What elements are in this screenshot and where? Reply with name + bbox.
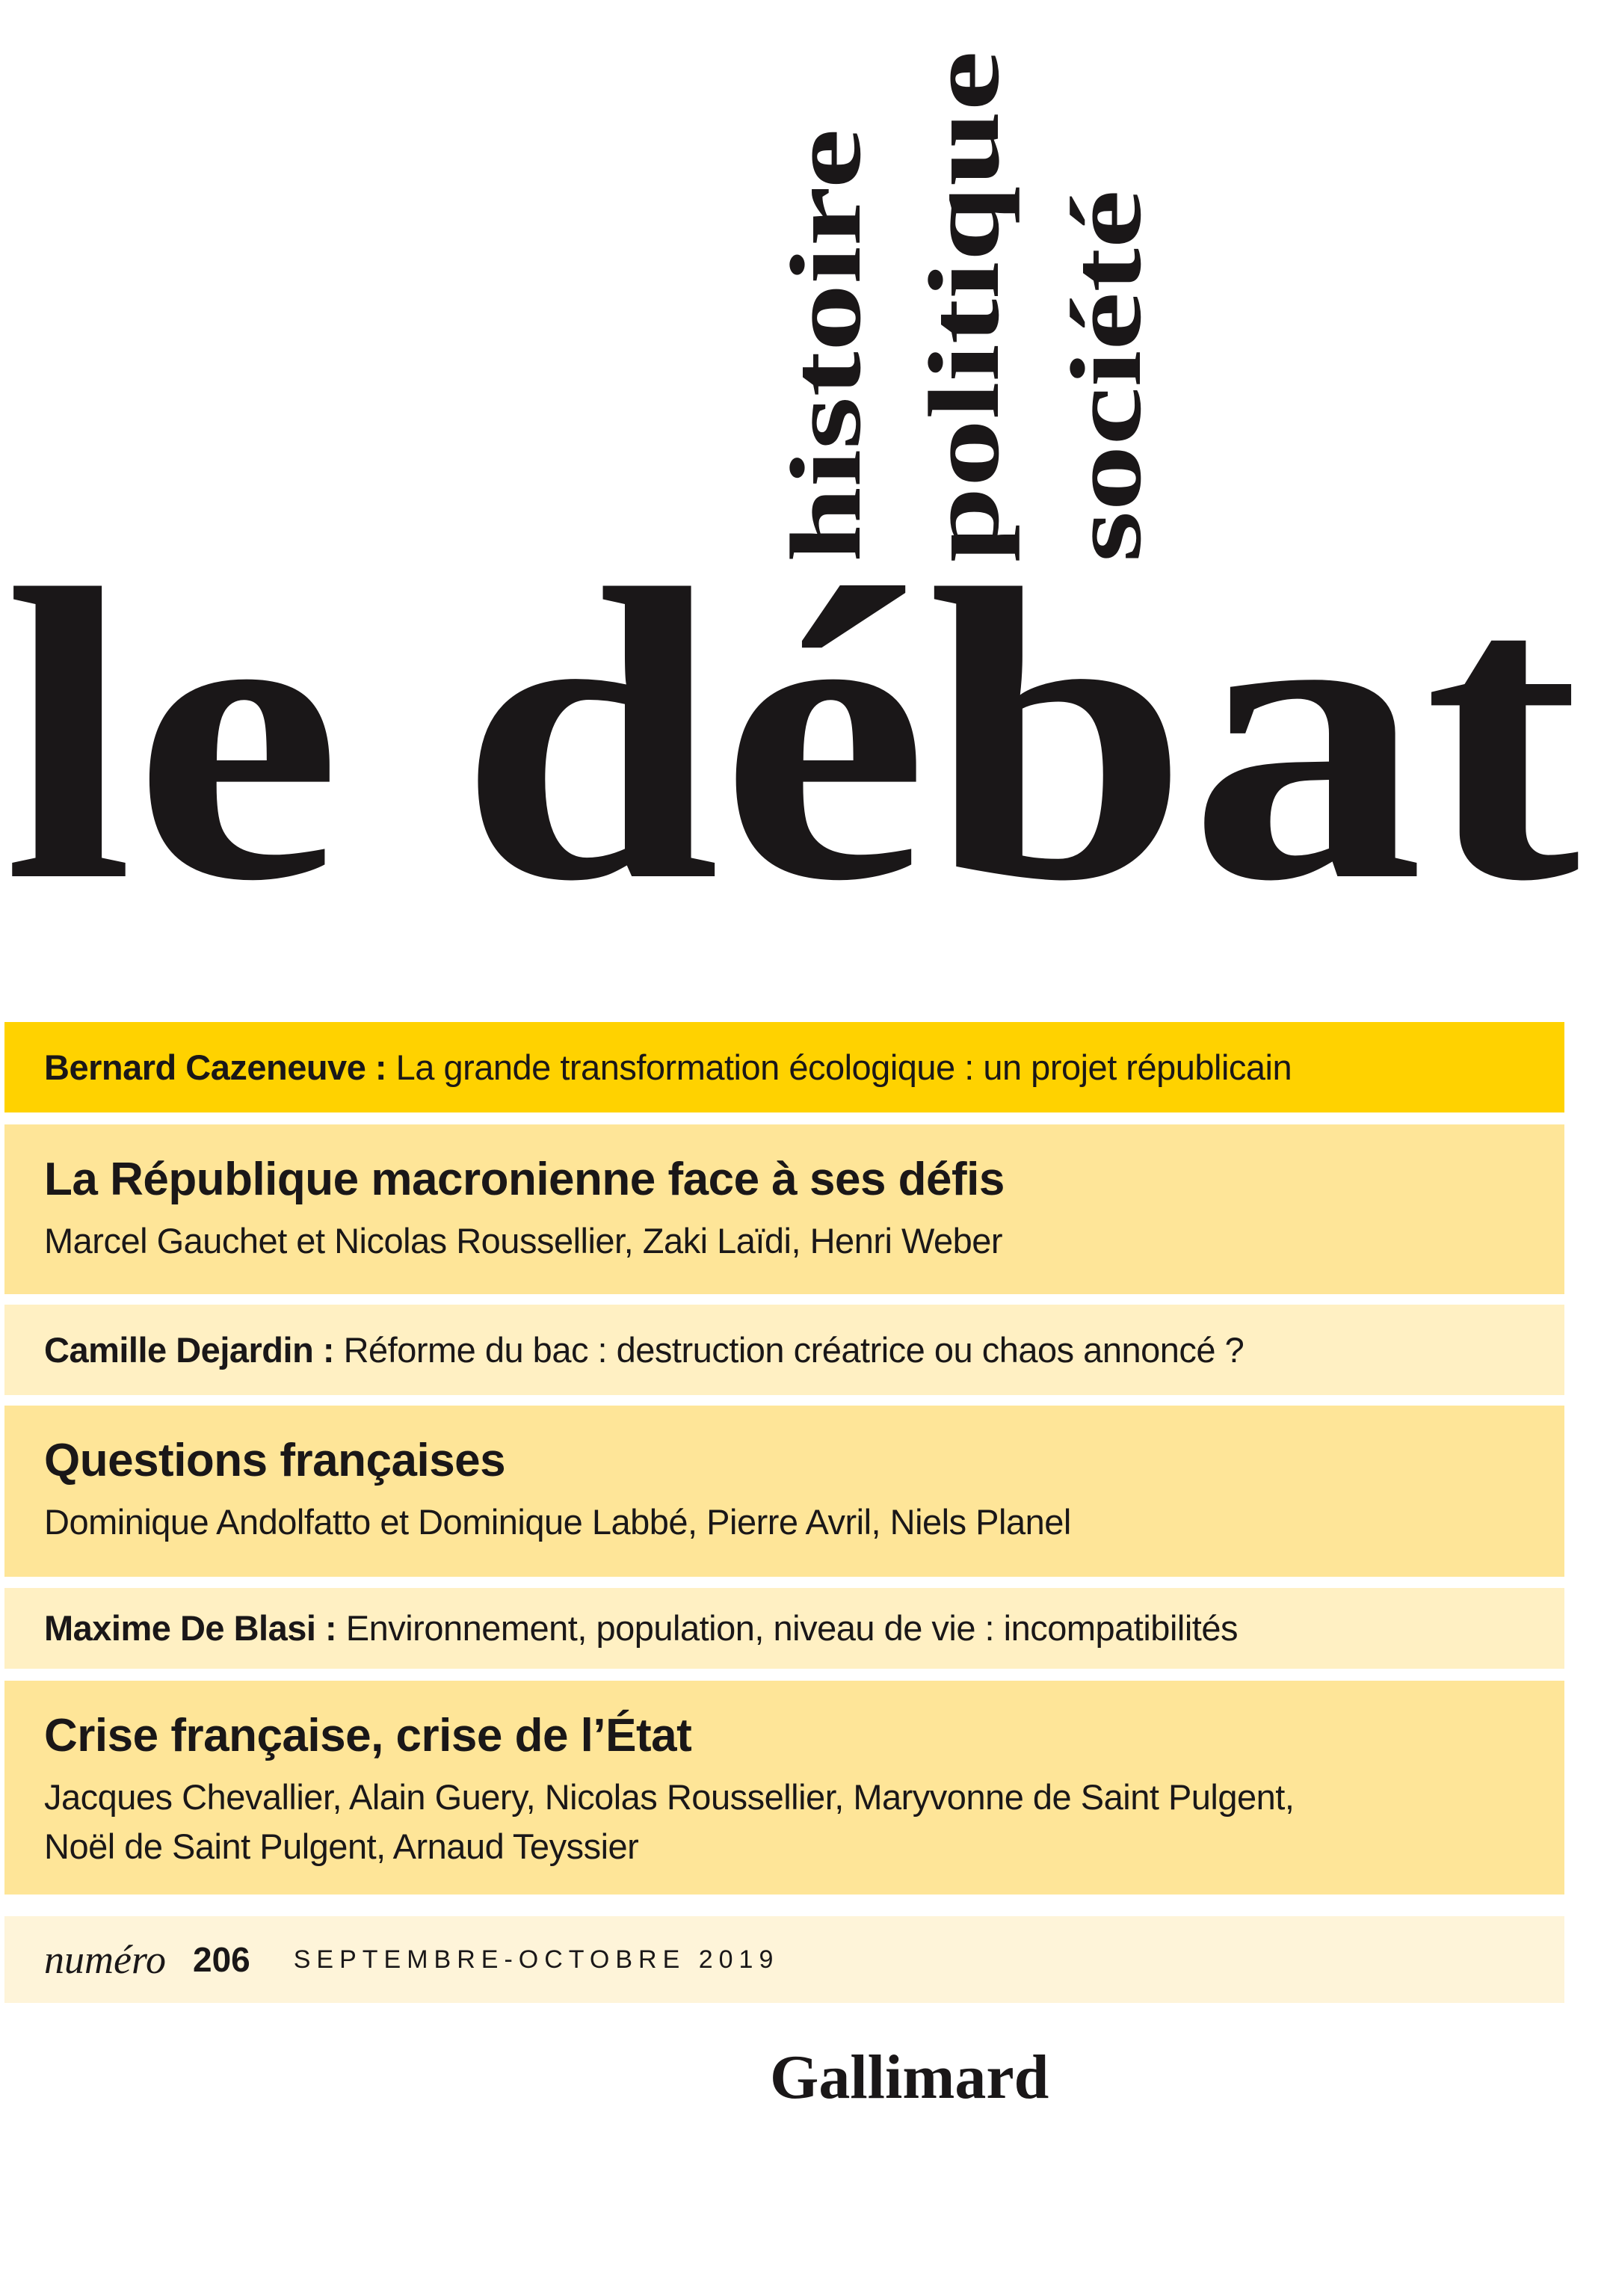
issue-label: numéro: [44, 1937, 166, 1982]
section-title: Questions françaises: [44, 1435, 506, 1486]
masthead-logo: [0, 0, 1610, 935]
section-block: [4, 1124, 1564, 1294]
issue-date: SEPTEMBRE-OCTOBRE 2019: [293, 1945, 780, 1974]
authors-line-2: Noël de Saint Pulgent, Arnaud Teyssier: [44, 1826, 639, 1866]
article-author: Bernard Cazeneuve :: [44, 1047, 387, 1087]
section-block: [4, 1681, 1564, 1895]
section-title: Crise française, crise de l’État: [44, 1710, 692, 1761]
article-block: [4, 1588, 1564, 1669]
article-title: Réforme du bac : destruction créatrice ou chaos annoncé ?: [343, 1330, 1244, 1370]
subtitle-histoire: histoire: [771, 238, 882, 562]
article-author: Camille Dejardin :: [44, 1330, 334, 1370]
section-authors: Marcel Gauchet et Nicolas Roussellier, Zaki Laïdi, Henri Weber: [44, 1221, 1003, 1261]
section-authors: [44, 1773, 1564, 1871]
subtitle-societe: société: [1051, 276, 1162, 562]
masthead-title: le débat: [3, 504, 1585, 935]
article-title: Environnement, population, niveau de vie : incompatibilités: [345, 1608, 1238, 1648]
section-authors: Dominique Andolfatto et Dominique Labbé, Pierre Avril, Niels Planel: [44, 1502, 1071, 1542]
article-author: Maxime De Blasi :: [44, 1608, 337, 1648]
publisher-logo: Gallimard: [770, 2043, 1049, 2112]
authors-line-1: Jacques Chevallier, Alain Guery, Nicolas Roussellier, Maryvonne de Saint Pulgent,: [44, 1777, 1295, 1817]
issue-number: 206: [192, 1940, 250, 1979]
issue-info: [4, 1916, 1564, 2003]
section-title: La République macronienne face à ses défis: [44, 1154, 1005, 1205]
article-title: La grande transformation écologique : un projet républicain: [395, 1047, 1292, 1087]
subtitle-politique: politique: [909, 180, 1020, 562]
section-block: [4, 1406, 1564, 1577]
featured-article: [4, 1022, 1564, 1112]
article-block: [4, 1305, 1564, 1395]
